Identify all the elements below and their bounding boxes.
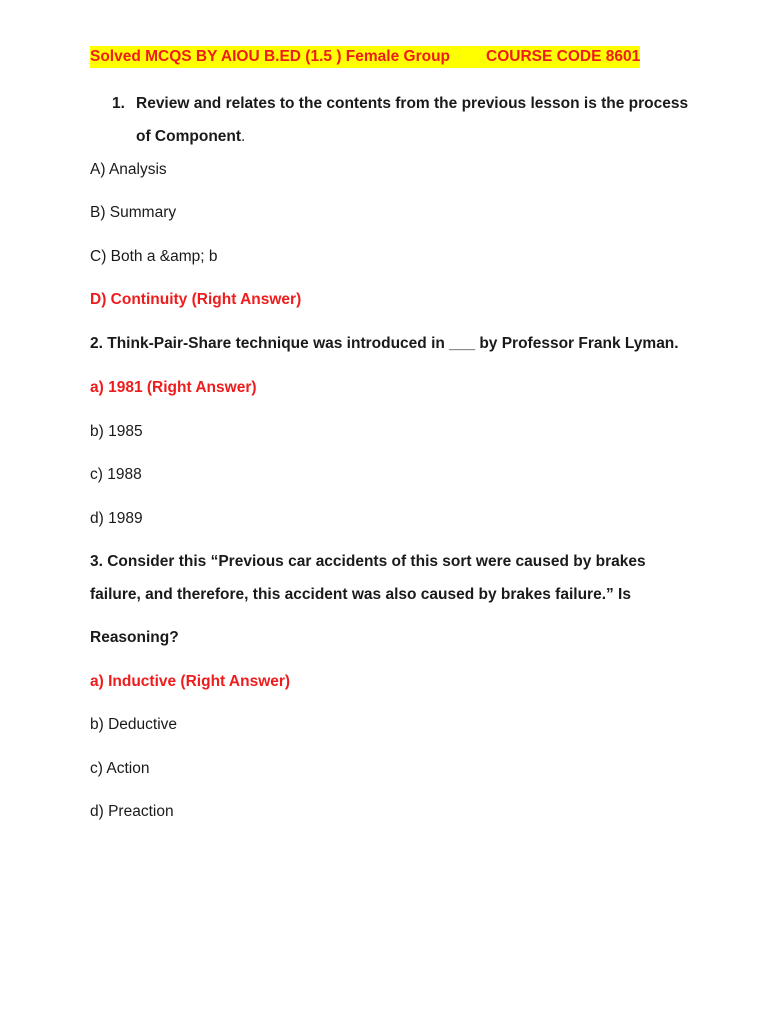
question-2-answer: a) 1981 (Right Answer) xyxy=(90,379,257,396)
question-2-option-d: d) 1989 xyxy=(90,510,143,527)
header-title: Solved MCQS BY AIOU B.ED (1.5 ) Female Group xyxy=(90,48,451,65)
question-2-option-b: b) 1985 xyxy=(90,423,143,440)
question-3-option-d: d) Preaction xyxy=(90,803,174,820)
document-header xyxy=(90,46,640,68)
question-3-text-line3: Reasoning? xyxy=(90,629,179,646)
question-1-text-line2 xyxy=(136,128,245,146)
question-3-text-line1: 3. Consider this “Previous car accidents of this sort were caused by brakes xyxy=(90,553,646,570)
question-1-text-line2-bold: of Component xyxy=(136,128,242,145)
question-2-text: 2. Think-Pair-Share technique was introduced in ___ by Professor Frank Lyman. xyxy=(90,335,679,352)
question-1-answer: D) Continuity (Right Answer) xyxy=(90,291,302,308)
question-3-answer: a) Inductive (Right Answer) xyxy=(90,673,291,690)
question-1-number: 1. xyxy=(112,95,125,112)
question-1-text-line1: Review and relates to the contents from the previous lesson is the process xyxy=(136,95,689,112)
course-code: COURSE CODE 8601 xyxy=(486,48,641,65)
question-1-option-a: A) Analysis xyxy=(90,161,167,178)
question-3-text-line2: failure, and therefore, this accident was also caused by brakes failure.” Is xyxy=(90,586,631,603)
question-1-option-b: B) Summary xyxy=(90,204,177,221)
question-1-option-c: C) Both a &amp; b xyxy=(90,248,218,265)
question-3-option-c: c) Action xyxy=(90,760,150,777)
question-2-option-c: c) 1988 xyxy=(90,466,142,483)
question-3-option-b: b) Deductive xyxy=(90,716,178,733)
question-1-text-line2-tail: . xyxy=(241,128,246,145)
